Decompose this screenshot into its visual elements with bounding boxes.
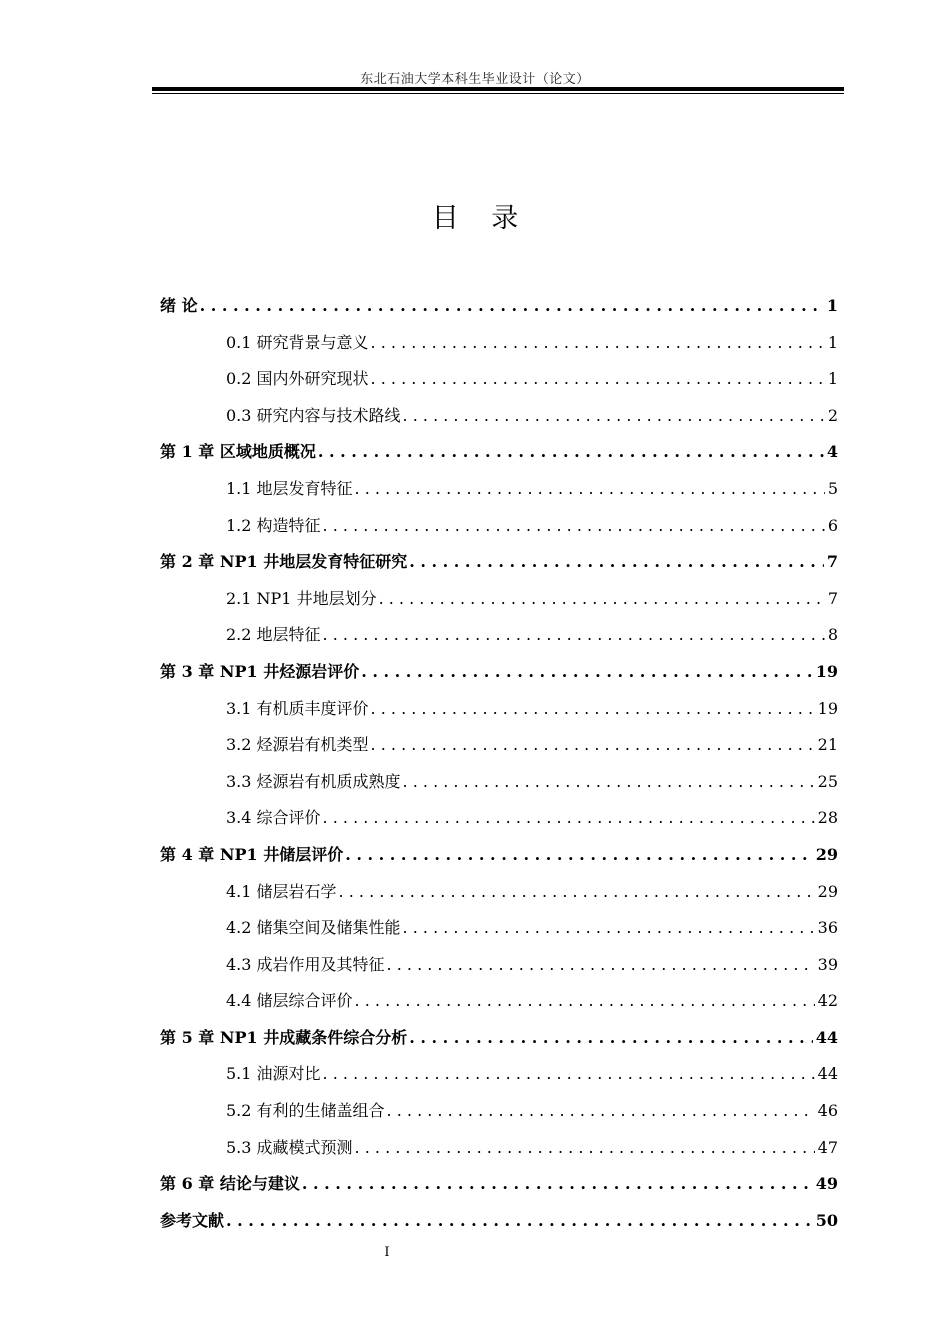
toc-entry-label: 第 2 章 NP1 井地层发育特征研究 xyxy=(160,552,408,572)
toc-entry-label: 5.1 油源对比 xyxy=(226,1064,321,1084)
toc-chapter-entry[interactable] xyxy=(160,1020,838,1057)
toc-section-entry[interactable] xyxy=(160,508,838,545)
toc-chapter-entry[interactable] xyxy=(160,654,838,691)
toc-entry-page: 29 xyxy=(815,844,838,864)
toc-section-entry[interactable] xyxy=(160,764,838,801)
toc-entry-label: 4.2 储集空间及储集性能 xyxy=(226,918,401,938)
toc-entry-page: 5 xyxy=(827,478,838,498)
toc-entry-page: 7 xyxy=(827,588,838,608)
toc-entry-label: 2.2 地层特征 xyxy=(226,625,321,645)
toc-section-entry[interactable] xyxy=(160,727,838,764)
toc-chapter-entry[interactable] xyxy=(160,288,838,325)
toc-entry-label: 第 5 章 NP1 井成藏条件综合分析 xyxy=(160,1027,408,1047)
toc-entry-page: 1 xyxy=(827,332,838,352)
toc-dot-leader xyxy=(403,398,825,435)
toc-chapter-entry[interactable] xyxy=(160,544,838,581)
toc-entry-page: 44 xyxy=(815,1027,838,1047)
toc-entry-page: 29 xyxy=(817,881,838,901)
toc-section-entry[interactable] xyxy=(160,874,838,911)
toc-section-entry[interactable] xyxy=(160,983,838,1020)
toc-entry-page: 46 xyxy=(817,1101,838,1121)
toc-entry-label: 参考文献 xyxy=(160,1210,225,1230)
toc-dot-leader xyxy=(345,837,813,874)
toc-section-entry[interactable] xyxy=(160,910,838,947)
header-rule-thin xyxy=(152,93,844,94)
toc-section-entry[interactable] xyxy=(160,1130,838,1167)
toc-section-entry[interactable] xyxy=(160,1056,838,1093)
toc-entry-label: 4.4 储层综合评价 xyxy=(226,991,353,1011)
toc-entry-label: 第 3 章 NP1 井烃源岩评价 xyxy=(160,661,360,681)
toc-entry-page: 25 xyxy=(817,771,838,791)
toc-section-entry[interactable] xyxy=(160,398,838,435)
toc-entry-page: 19 xyxy=(817,698,838,718)
toc-dot-leader xyxy=(387,947,815,984)
toc-entry-label: 绪 论 xyxy=(160,296,198,315)
toc-section-entry[interactable] xyxy=(160,691,838,728)
toc-dot-leader xyxy=(371,691,815,728)
page-number: I xyxy=(384,1245,390,1260)
toc-dot-leader xyxy=(355,983,815,1020)
toc-entry-page: 19 xyxy=(815,661,838,681)
toc-entry-page: 1 xyxy=(827,369,838,389)
toc-entry-label: 2.1 NP1 井地层划分 xyxy=(226,588,377,608)
toc-section-entry[interactable] xyxy=(160,947,838,984)
toc-entry-page: 47 xyxy=(817,1137,838,1157)
toc-entry-page: 8 xyxy=(827,625,838,645)
toc-dot-leader xyxy=(200,288,824,325)
toc-dot-leader xyxy=(371,727,815,764)
toc-dot-leader xyxy=(371,325,825,362)
toc-entry-page: 7 xyxy=(826,552,838,572)
toc-dot-leader xyxy=(403,910,815,947)
toc-chapter-entry[interactable] xyxy=(160,434,838,471)
toc-entry-label: 0.1 研究背景与意义 xyxy=(226,332,369,352)
toc-entry-page: 4 xyxy=(826,442,838,462)
toc-section-entry[interactable] xyxy=(160,581,838,618)
toc-entry-label: 3.3 烃源岩有机质成熟度 xyxy=(226,771,401,791)
toc-entry-page: 21 xyxy=(817,735,838,755)
toc-dot-leader xyxy=(302,1166,813,1203)
toc-entry-label: 第 6 章 结论与建议 xyxy=(160,1174,300,1194)
toc-entry-page: 39 xyxy=(817,954,838,974)
toc-entry-page: 6 xyxy=(827,515,838,535)
toc-entry-label: 3.2 烃源岩有机类型 xyxy=(226,735,369,755)
toc-chapter-entry[interactable] xyxy=(160,1166,838,1203)
toc-entry-label: 5.2 有利的生储盖组合 xyxy=(226,1101,385,1121)
toc-entry-label: 1.2 构造特征 xyxy=(226,515,321,535)
toc-entry-page: 42 xyxy=(817,991,838,1011)
toc-entry-label: 1.1 地层发育特征 xyxy=(226,478,353,498)
toc-dot-leader xyxy=(361,654,813,691)
toc-entry-page: 50 xyxy=(815,1210,838,1230)
toc-dot-leader xyxy=(355,1130,815,1167)
toc-section-entry[interactable] xyxy=(160,1093,838,1130)
toc-dot-leader xyxy=(409,1020,813,1057)
toc-dot-leader xyxy=(409,544,824,581)
table-of-contents xyxy=(160,288,838,1239)
toc-entry-page: 44 xyxy=(817,1064,838,1084)
toc-entry-label: 第 4 章 NP1 井储层评价 xyxy=(160,844,344,864)
toc-dot-leader xyxy=(387,1093,815,1130)
toc-entry-label: 4.1 储层岩石学 xyxy=(226,881,337,901)
toc-chapter-entry[interactable] xyxy=(160,1203,838,1240)
toc-entry-label: 4.3 成岩作用及其特征 xyxy=(226,954,385,974)
toc-entry-page: 28 xyxy=(817,808,838,828)
toc-dot-leader xyxy=(226,1203,813,1240)
running-header: 东北石油大学本科生毕业设计（论文） xyxy=(360,72,590,87)
toc-entry-page: 1 xyxy=(826,296,838,315)
toc-entry-label: 0.2 国内外研究现状 xyxy=(226,369,369,389)
toc-dot-leader xyxy=(355,471,825,508)
toc-section-entry[interactable] xyxy=(160,361,838,398)
toc-dot-leader xyxy=(323,617,825,654)
toc-dot-leader xyxy=(323,508,825,545)
toc-dot-leader xyxy=(379,581,825,618)
toc-entry-label: 5.3 成藏模式预测 xyxy=(226,1137,353,1157)
toc-dot-leader xyxy=(371,361,825,398)
toc-entry-label: 0.3 研究内容与技术路线 xyxy=(226,405,401,425)
toc-entry-page: 49 xyxy=(815,1174,838,1194)
toc-dot-leader xyxy=(318,434,824,471)
toc-title: 目 录 xyxy=(431,203,531,234)
toc-entry-label: 3.4 综合评价 xyxy=(226,808,321,828)
toc-entry-page: 36 xyxy=(817,918,838,938)
toc-entry-page: 2 xyxy=(827,405,838,425)
toc-dot-leader xyxy=(403,764,815,801)
toc-section-entry[interactable] xyxy=(160,617,838,654)
toc-section-entry[interactable] xyxy=(160,471,838,508)
toc-dot-leader xyxy=(323,1056,815,1093)
toc-section-entry[interactable] xyxy=(160,800,838,837)
toc-dot-leader xyxy=(323,800,815,837)
toc-entry-label: 3.1 有机质丰度评价 xyxy=(226,698,369,718)
toc-chapter-entry[interactable] xyxy=(160,837,838,874)
toc-section-entry[interactable] xyxy=(160,325,838,362)
toc-dot-leader xyxy=(339,874,815,911)
header-rule-thick xyxy=(152,87,844,91)
toc-entry-label: 第 1 章 区域地质概况 xyxy=(160,442,316,462)
